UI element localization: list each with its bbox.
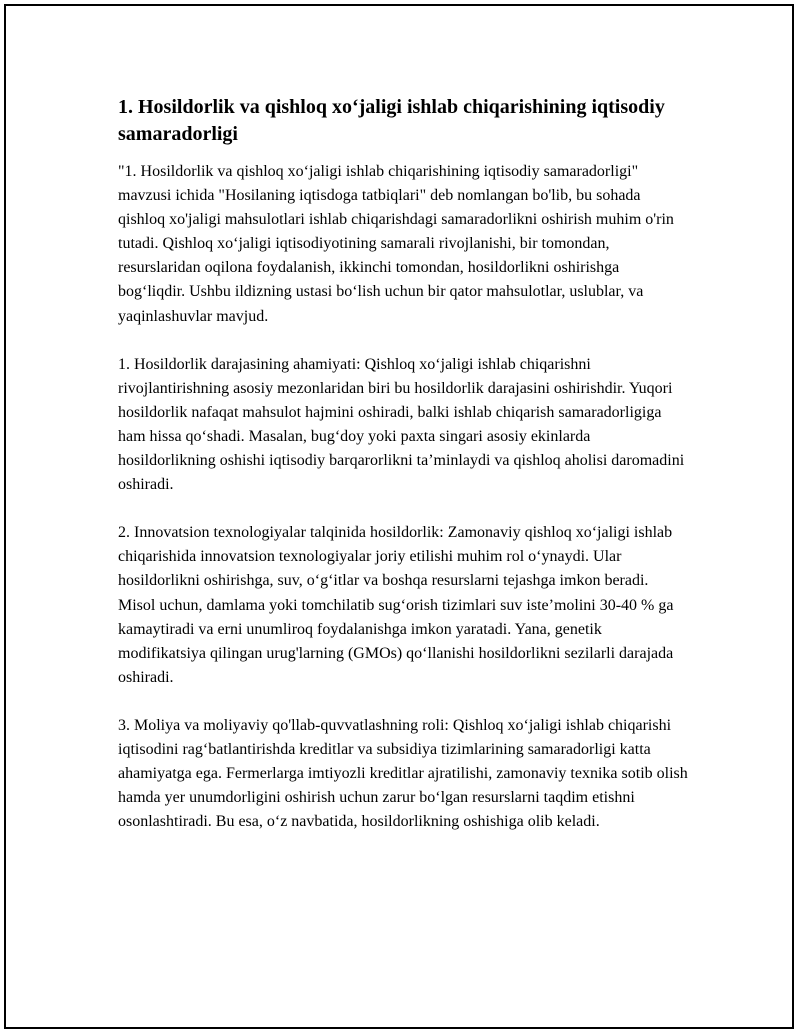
productivity-importance-paragraph: 1. Hosildorlik darajasining ahamiyati: Qishloq xo‘jaligi ishlab chiqarishni rivojlantirishning asosiy mezonlaridan biri bu hosildorlik darajasini oshirishdir. Yuqori hosildorlik nafaqat mahsulot hajmini oshiradi, balki ishlab chiqarish samaradorligiga ham hissa qo‘shadi. Masalan, bug‘doy yoki paxta singari asosiy ekinlarda hosildorlikning oshishi iqtisodiy barqarorlikni ta’minlaydi va qishloq aholisi daromadini oshiradi. — [118, 355, 685, 494]
document-content — [118, 94, 688, 858]
finance-support-paragraph: 3. Moliya va moliyaviy qo'llab-quvvatlashning roli: Qishloq xo‘jaligi ishlab chiqarishi iqtisodini rag‘batlantirishda kreditlar va subsidiya tizimlarining samaradorligi katta ahamiyatga ega. Fermerlarga imtiyozli kreditlar ajratilishi, zamonaviy texnika sotib olish hamda yer unumdorligini oshirish uchun zarur bo‘lgan resurslarni taqdim etishni osonlashtiradi. Bu esa, o‘z navbatida, hosildorlikning oshishiga olib keladi. — [118, 716, 688, 831]
innovation-technology-paragraph: 2. Innovatsion texnologiyalar talqinida hosildorlik: Zamonaviy qishloq xo‘jaligi ishlab chiqarishida innovatsion texnologiyalar joriy etilishi muhim rol o‘ynaydi. Ular hosildorlikni oshirishga, suv, o‘g‘itlar va boshqa resurslarni tejashga imkon beradi. Misol uchun, damlama yoki tomchilatib sug‘orish tizimlari suv iste’molini 30-40 % ga kamaytiradi va erni unumliroq foydalanishga imkon yaratadi. Yana, genetik modifikatsiya qilingan urug'larning (GMOs) qo‘llanishi hosildorlikni sezilarli darajada oshiradi. — [118, 524, 674, 686]
document-title: 1. Hosildorlik va qishloq xo‘jaligi ishlab chiqarishining iqtisodiy samaradorligi — [118, 96, 665, 145]
intro-paragraph: "1. Hosildorlik va qishloq xo‘jaligi ishlab chiqarishining iqtisodiy samaradorligi" mavzusi ichida "Hosilaning iqtisdoga tatbiqlari" deb nomlangan bo'lib, bu sohada qishloq xo'jaligi mahsulotlari ishlab chiqarishdagi samaradorlikni oshirish muhim o'rin tutadi. Qishloq xo‘jaligi iqtisodiyotining samarali rivojlanishi, bir tomondan, resurslaridan oqilona foydalanish, ikkinchi tomondan, hosildorlikni oshirishga bog‘liqdir. Ushbu ildizning ustasi bo‘lish uchun bir qator mahsulotlar, uslublar, va yaqinlashuvlar mavjud. — [118, 163, 674, 325]
